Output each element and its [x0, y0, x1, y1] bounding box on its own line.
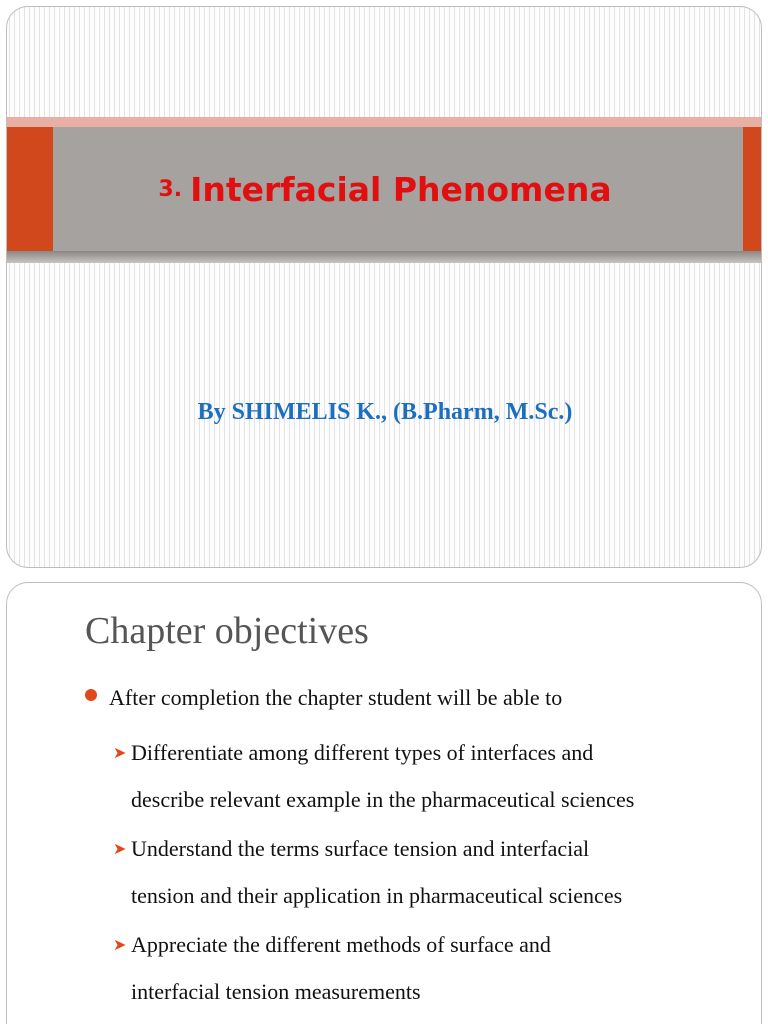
- objective-line: interfacial tension measurements: [131, 979, 421, 1004]
- arrow-bullet-icon: ➤: [113, 935, 127, 954]
- title-number: 3.: [158, 176, 183, 202]
- title-slide: [6, 6, 762, 568]
- objective-item-1: [113, 729, 634, 823]
- objective-item-3: [113, 921, 551, 1015]
- objective-line: Appreciate the different methods of surface and: [131, 932, 551, 957]
- objective-item-2: [113, 825, 622, 919]
- objective-line: Differentiate among different types of interfaces and: [131, 740, 594, 765]
- author-line: By SHIMELIS K., (B.Pharm, M.Sc.): [197, 399, 573, 425]
- arrow-bullet-icon: ➤: [113, 743, 127, 762]
- objective-line: Understand the terms surface tension and interfacial: [131, 836, 590, 861]
- bullet-item: [85, 685, 562, 711]
- arrow-bullet-icon: ➤: [113, 839, 127, 858]
- band-shadow: [7, 251, 762, 263]
- bullet-text: After completion the chapter student will be able to: [109, 685, 563, 710]
- objectives-slide: [6, 582, 762, 1024]
- title-text: Interfacial Phenomena: [190, 169, 612, 209]
- objective-line: describe relevant example in the pharmaceutical sciences: [131, 787, 635, 812]
- band-top-line: [7, 117, 762, 127]
- slide-heading: Chapter objectives: [85, 610, 369, 652]
- objective-line: tension and their application in pharmaceutical sciences: [131, 883, 623, 908]
- title-band: [7, 117, 762, 263]
- bullet-dot-icon: [85, 689, 97, 701]
- slide-title: [7, 127, 762, 251]
